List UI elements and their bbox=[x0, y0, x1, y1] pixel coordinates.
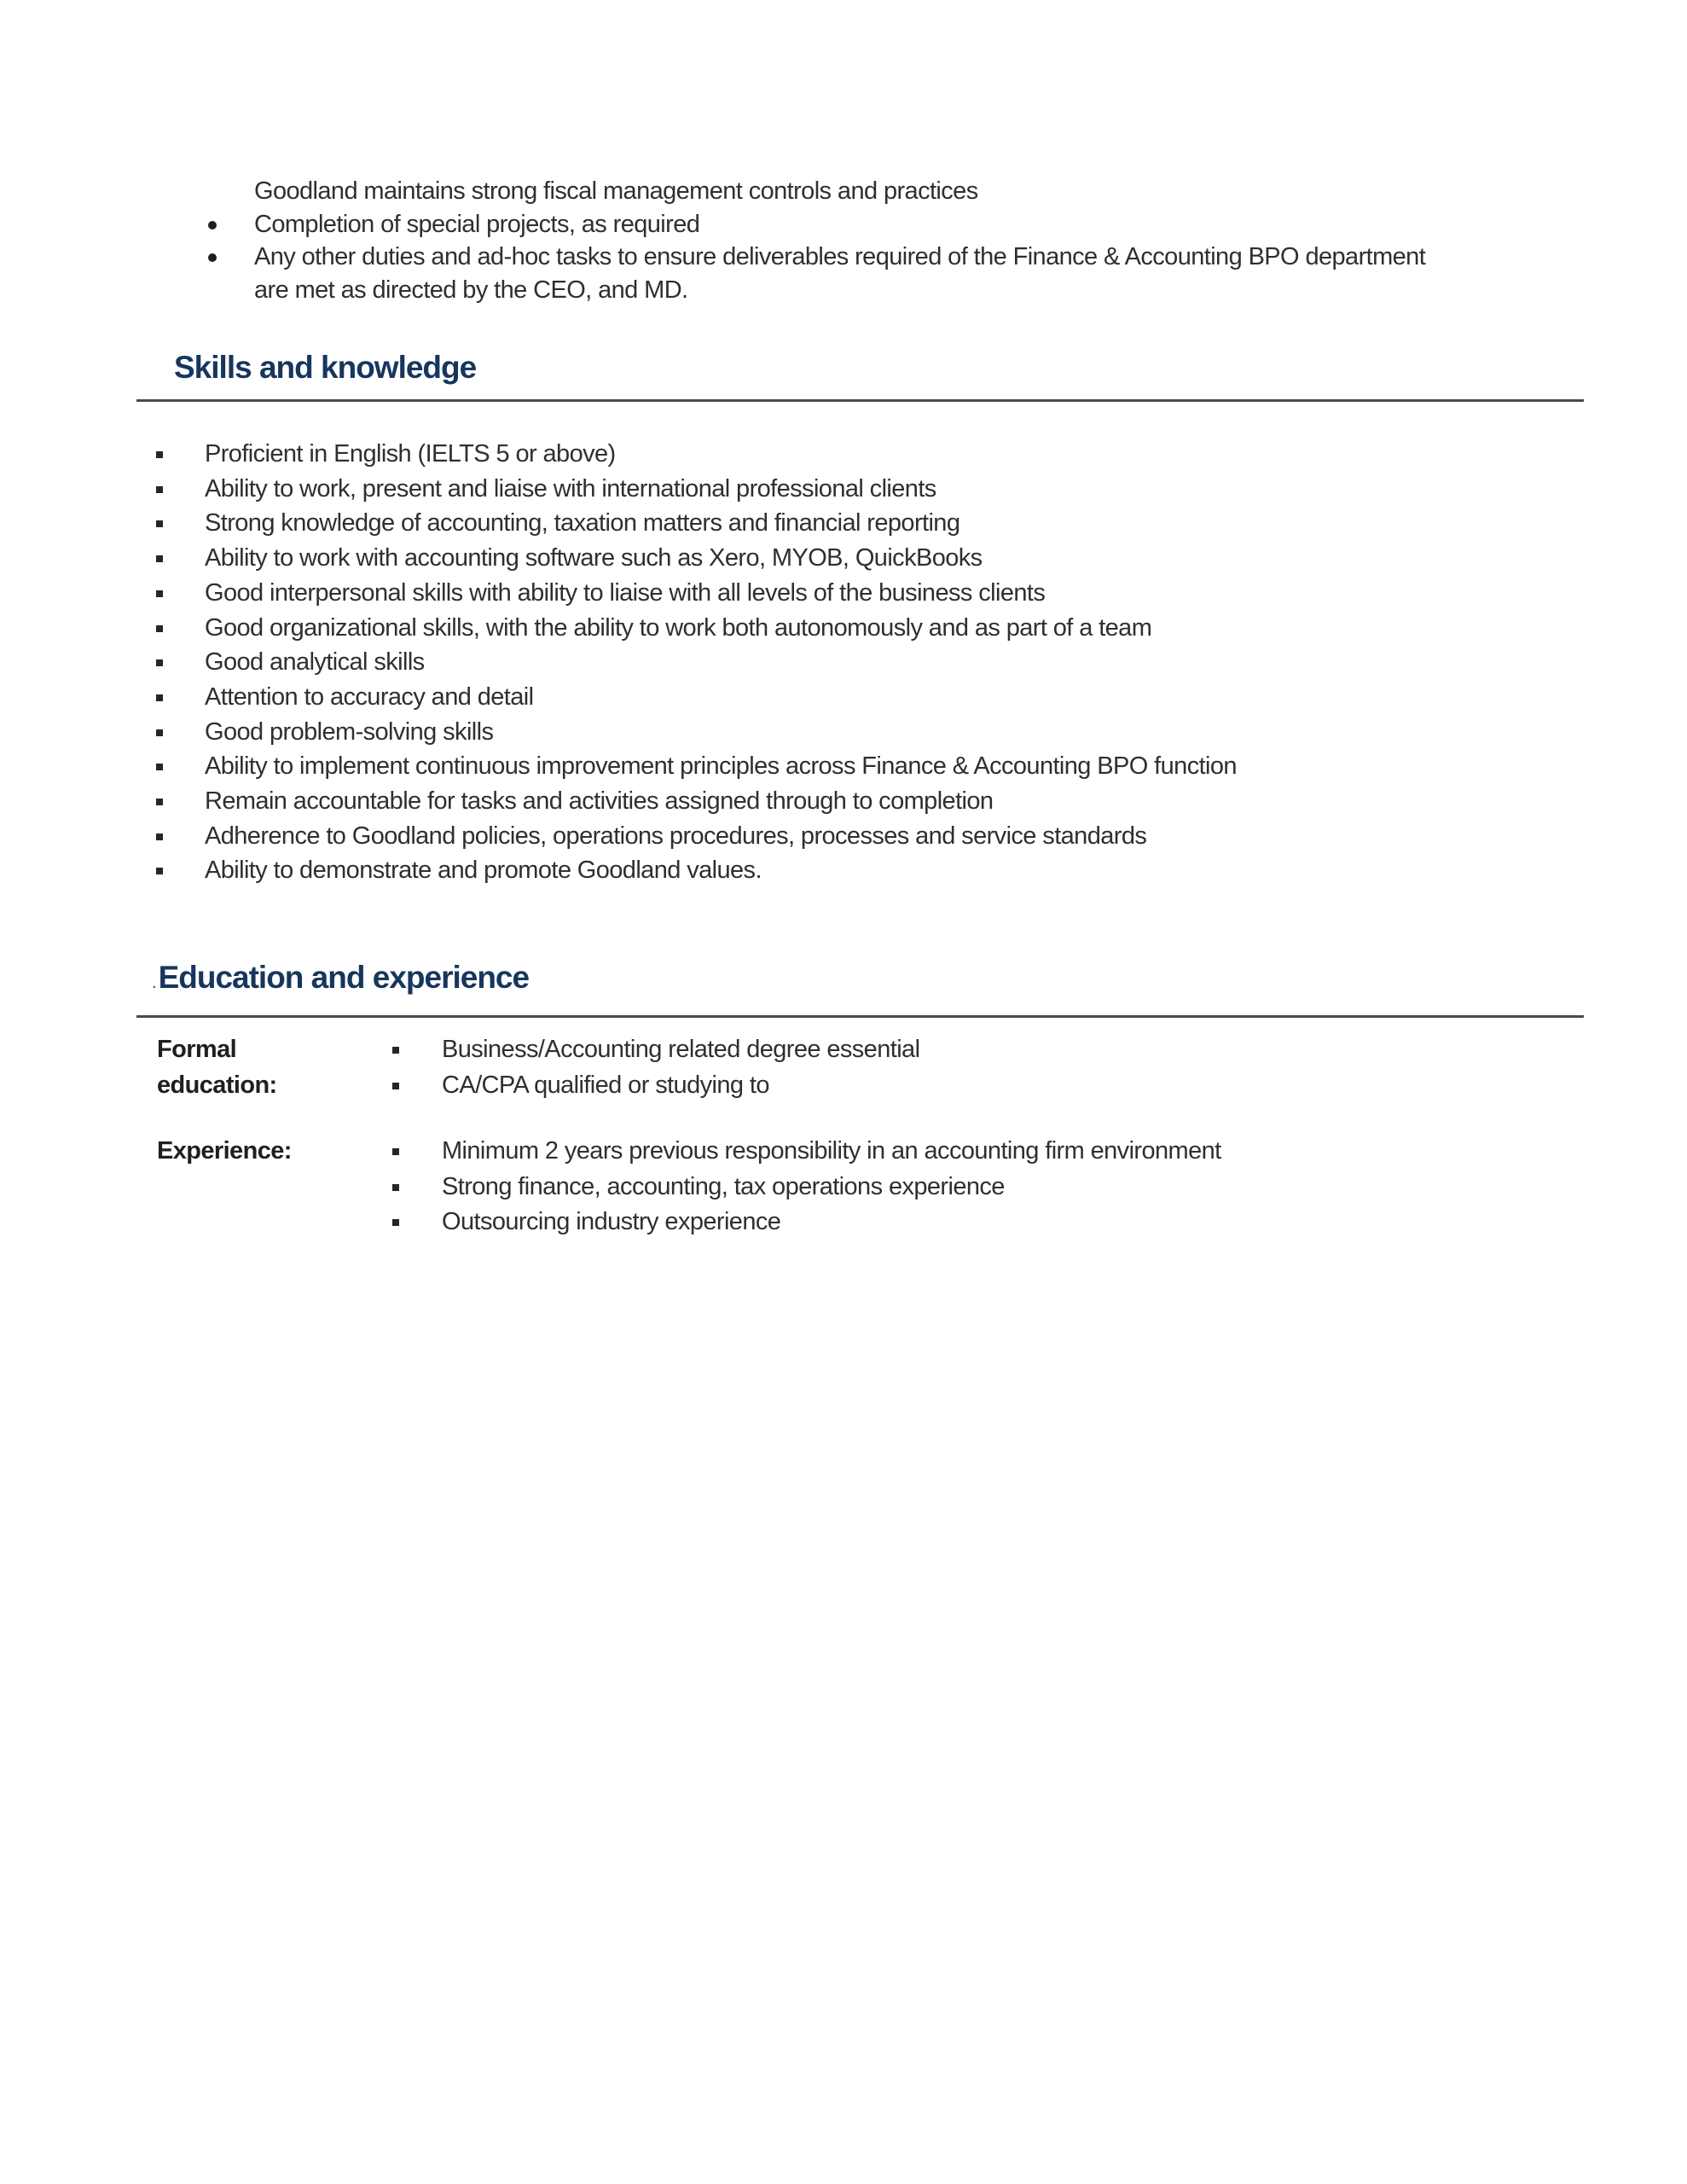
list-item-text: Any other duties and ad-hoc tasks to ensure deliverables required of the Finance & Accounting BPO department bbox=[254, 243, 1426, 270]
skill-item bbox=[156, 437, 1687, 472]
row-bullet-list bbox=[392, 1134, 1687, 1240]
skill-item-text: Remain accountable for tasks and activities assigned through to completion bbox=[205, 787, 994, 816]
row-label: Formal education: bbox=[157, 1036, 277, 1099]
skill-item bbox=[156, 715, 1687, 750]
skill-item-text: Ability to work with accounting software such as Xero, MYOB, QuickBooks bbox=[205, 544, 983, 572]
bullet-dot-icon bbox=[208, 221, 217, 229]
intro-section bbox=[0, 175, 1687, 306]
skill-item bbox=[156, 506, 1687, 541]
section-divider bbox=[136, 399, 1584, 402]
row-label: Experience: bbox=[157, 1137, 292, 1165]
bullet-square-icon bbox=[392, 1148, 399, 1155]
bullet-dot-icon bbox=[208, 253, 217, 262]
list-item-text: Outsourcing industry experience bbox=[442, 1208, 781, 1236]
section-heading-education-text: Education and experience bbox=[158, 960, 530, 996]
bullet-square-icon bbox=[156, 799, 163, 805]
paragraph-continuation: Goodland maintains strong fiscal management controls and practices bbox=[254, 177, 978, 205]
bullet-square-icon bbox=[156, 729, 163, 736]
list-item bbox=[208, 241, 1687, 306]
bullet-square-icon bbox=[156, 659, 163, 666]
skill-item-text: Ability to work, present and liaise with international professional clients bbox=[205, 474, 936, 502]
list-item-text: Business/Accounting related degree essential bbox=[442, 1036, 920, 1064]
bullet-square-icon bbox=[156, 764, 163, 770]
section-divider bbox=[136, 1015, 1584, 1018]
section-heading-skills: Skills and knowledge bbox=[174, 350, 477, 385]
list-item bbox=[392, 1068, 1687, 1104]
skill-item-text: Adherence to Goodland policies, operations procedures, processes and service standards bbox=[205, 822, 1147, 850]
skill-item bbox=[156, 853, 1687, 888]
skill-item bbox=[156, 576, 1687, 611]
list-item-text: Minimum 2 years previous responsibility in an accounting firm environment bbox=[442, 1137, 1221, 1165]
list-item bbox=[208, 208, 1687, 241]
skill-item-text: Proficient in English (IELTS 5 or above) bbox=[205, 440, 616, 468]
section-heading-education bbox=[152, 958, 1687, 1002]
list-item bbox=[392, 1205, 1687, 1240]
skill-item bbox=[156, 680, 1687, 715]
skill-item bbox=[156, 749, 1687, 784]
bullet-square-icon bbox=[156, 451, 163, 458]
skill-item bbox=[156, 645, 1687, 680]
skill-item bbox=[156, 541, 1687, 576]
stray-period-mark: . bbox=[152, 973, 157, 993]
skill-item-text: Attention to accuracy and detail bbox=[205, 682, 534, 711]
bullet-square-icon bbox=[156, 520, 163, 527]
list-item bbox=[392, 1032, 1687, 1068]
list-item-text: Completion of special projects, as required bbox=[254, 210, 700, 238]
bullet-square-icon bbox=[156, 694, 163, 701]
bullet-square-icon bbox=[156, 555, 163, 562]
list-item-text-wrap: are met as directed by the CEO, and MD. bbox=[254, 276, 688, 304]
list-item-text: CA/CPA qualified or studying to bbox=[442, 1071, 769, 1099]
row-bullet-list bbox=[392, 1032, 1687, 1103]
bullet-square-icon bbox=[156, 486, 163, 493]
education-row-experience bbox=[157, 1134, 1687, 1240]
education-table bbox=[157, 1032, 1687, 1240]
skill-item-text: Good analytical skills bbox=[205, 648, 425, 677]
bullet-square-icon bbox=[156, 625, 163, 632]
skill-item bbox=[156, 784, 1687, 819]
skill-item bbox=[156, 611, 1687, 646]
bullet-square-icon bbox=[392, 1184, 399, 1191]
skills-list bbox=[0, 437, 1687, 888]
skill-item bbox=[156, 472, 1687, 507]
intro-bullet-list bbox=[0, 208, 1687, 307]
list-item-text: Strong finance, accounting, tax operations experience bbox=[442, 1172, 1005, 1200]
list-item bbox=[392, 1134, 1687, 1170]
skill-item-text: Ability to demonstrate and promote Goodland values. bbox=[205, 857, 762, 885]
bullet-square-icon bbox=[392, 1047, 399, 1054]
skill-item bbox=[156, 819, 1687, 854]
bullet-square-icon bbox=[156, 834, 163, 840]
list-item bbox=[392, 1170, 1687, 1205]
bullet-square-icon bbox=[156, 590, 163, 597]
skill-item-text: Good organizational skills, with the ability to work both autonomously and as part of a team bbox=[205, 613, 1152, 642]
skill-item-text: Strong knowledge of accounting, taxation matters and financial reporting bbox=[205, 509, 960, 537]
education-row-formal-education bbox=[157, 1032, 1687, 1103]
skill-item-text: Good problem-solving skills bbox=[205, 717, 494, 746]
bullet-square-icon bbox=[392, 1219, 399, 1226]
skill-item-text: Ability to implement continuous improvement principles across Finance & Accounting BPO function bbox=[205, 752, 1237, 781]
bullet-square-icon bbox=[392, 1083, 399, 1089]
skill-item-text: Good interpersonal skills with ability to liaise with all levels of the business clients bbox=[205, 578, 1046, 607]
bullet-square-icon bbox=[156, 868, 163, 874]
